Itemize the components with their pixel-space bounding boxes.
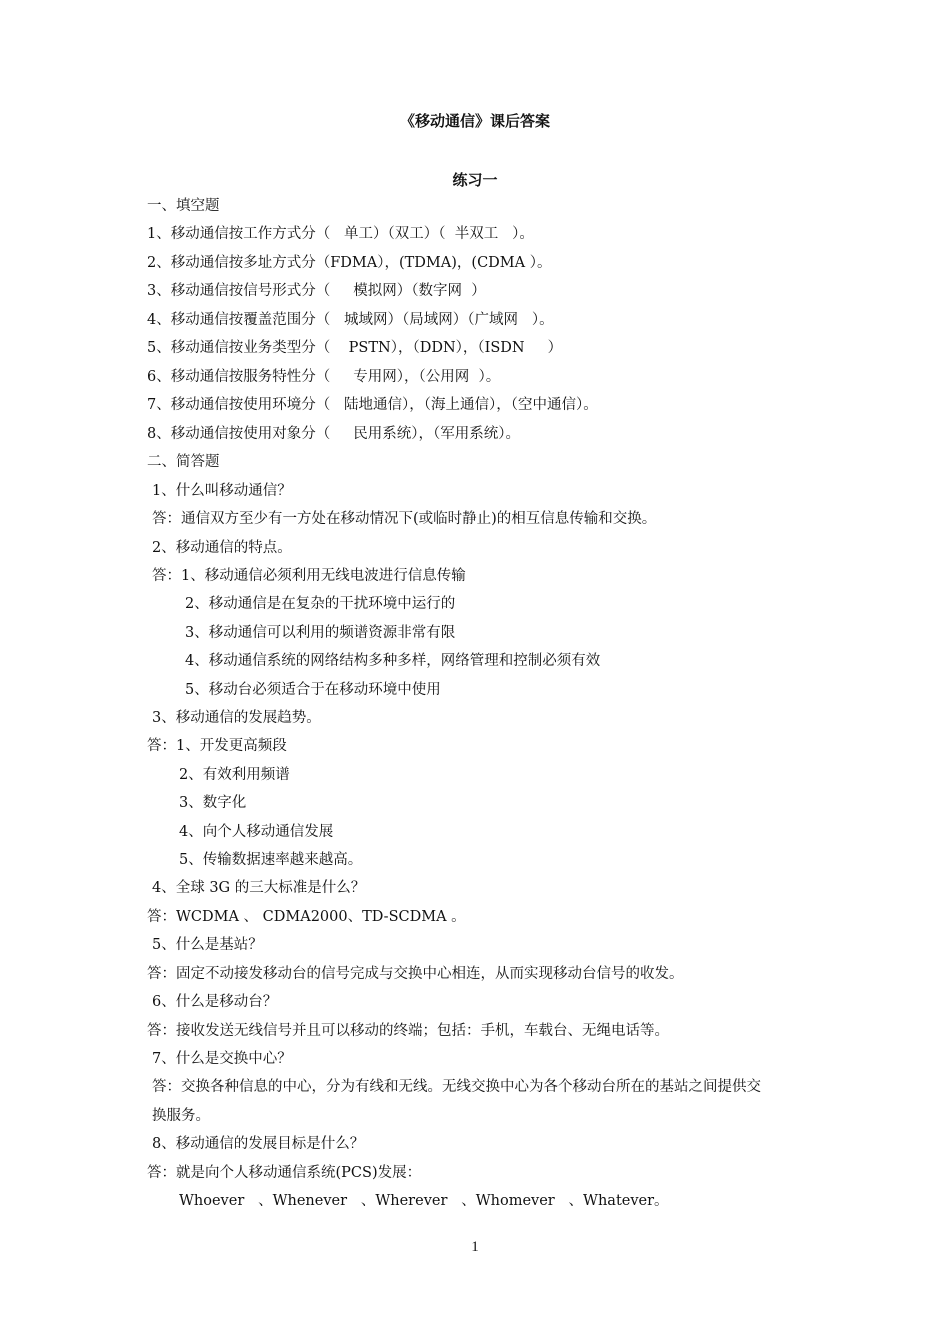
answer: 答：接收发送无线信号并且可以移动的终端；包括：手机，车载台、无绳电话等。 (147, 1023, 669, 1039)
page-number: 1 (471, 1239, 479, 1255)
answer: 答：交换各种信息的中心，分为有线和无线。无线交换中心为各个移动台所在的基站之间提供交 (152, 1079, 761, 1095)
answer: 答：1、移动通信必须利用无线电波进行信息传输 (152, 568, 466, 584)
exercise-heading: 练习一 (452, 171, 498, 189)
question: 7、什么是交换中心？ (152, 1051, 292, 1067)
fill-blank-item: 3、移动通信按信号形式分（ 模拟网）（数字网 ） (147, 283, 486, 299)
question: 5、什么是基站？ (152, 937, 263, 953)
answer-list-item: 2、移动通信是在复杂的干扰环境中运行的 (185, 596, 456, 612)
fill-blank-item: 7、移动通信按使用环境分（ 陆地通信），（海上通信），（空中通信）。 (147, 397, 598, 413)
answer-list-item: Whoever 、Whenever 、Wherever 、Whomever 、Whatever。 (179, 1193, 669, 1209)
answer: 答：WCDMA 、 CDMA2000、TD-SCDMA 。 (147, 909, 466, 925)
question: 3、移动通信的发展趋势。 (152, 710, 321, 726)
fill-blank-item: 4、移动通信按覆盖范围分（ 城域网）（局域网）（广域网 ）。 (147, 312, 554, 328)
answer-list-item: 2、有效利用频谱 (179, 767, 290, 783)
answer: 答：1、开发更高频段 (147, 738, 287, 754)
answer-list-item: 4、移动通信系统的网络结构多种多样，网络管理和控制必须有效 (185, 653, 601, 669)
answer-list-item: 4、向个人移动通信发展 (179, 824, 334, 840)
answer-list-item: 5、移动台必须适合于在移动环境中使用 (185, 682, 441, 698)
section-heading-short-answer: 二、简答题 (147, 454, 220, 470)
question: 1、什么叫移动通信？ (152, 483, 292, 499)
answer-list-item: 3、数字化 (179, 795, 247, 811)
question: 4、全球 3G 的三大标准是什么？ (152, 880, 366, 896)
question: 2、移动通信的特点。 (152, 540, 292, 556)
fill-blank-item: 1、移动通信按工作方式分（ 单工）（双工）（ 半双工 ）。 (147, 226, 534, 242)
answer: 答：固定不动接发移动台的信号完成与交换中心相连，从而实现移动台信号的收发。 (147, 966, 684, 982)
answer: 答：通信双方至少有一方处在移动情况下(或临时静止)的相互信息传输和交换。 (152, 511, 657, 527)
fill-blank-item: 6、移动通信按服务特性分（ 专用网），（公用网 ）。 (147, 369, 501, 385)
answer-list-item: 5、传输数据速率越来越高。 (179, 852, 363, 868)
answer-list-item: 3、移动通信可以利用的频谱资源非常有限 (185, 625, 456, 641)
answer-continuation: 换服务。 (152, 1108, 210, 1124)
fill-blank-item: 2、移动通信按多址方式分（FDMA），(TDMA)，(CDMA ）。 (147, 255, 552, 271)
fill-blank-item: 8、移动通信按使用对象分（ 民用系统），（军用系统）。 (147, 426, 521, 442)
fill-blank-item: 5、移动通信按业务类型分（ PSTN），（DDN），（ISDN ） (147, 340, 563, 356)
section-heading-fill-blank: 一、填空题 (147, 198, 220, 214)
answer: 答：就是向个人移动通信系统(PCS)发展： (147, 1165, 422, 1181)
question: 6、什么是移动台？ (152, 994, 278, 1010)
document-title: 《移动通信》课后答案 (399, 112, 550, 130)
question: 8、移动通信的发展目标是什么？ (152, 1136, 365, 1152)
